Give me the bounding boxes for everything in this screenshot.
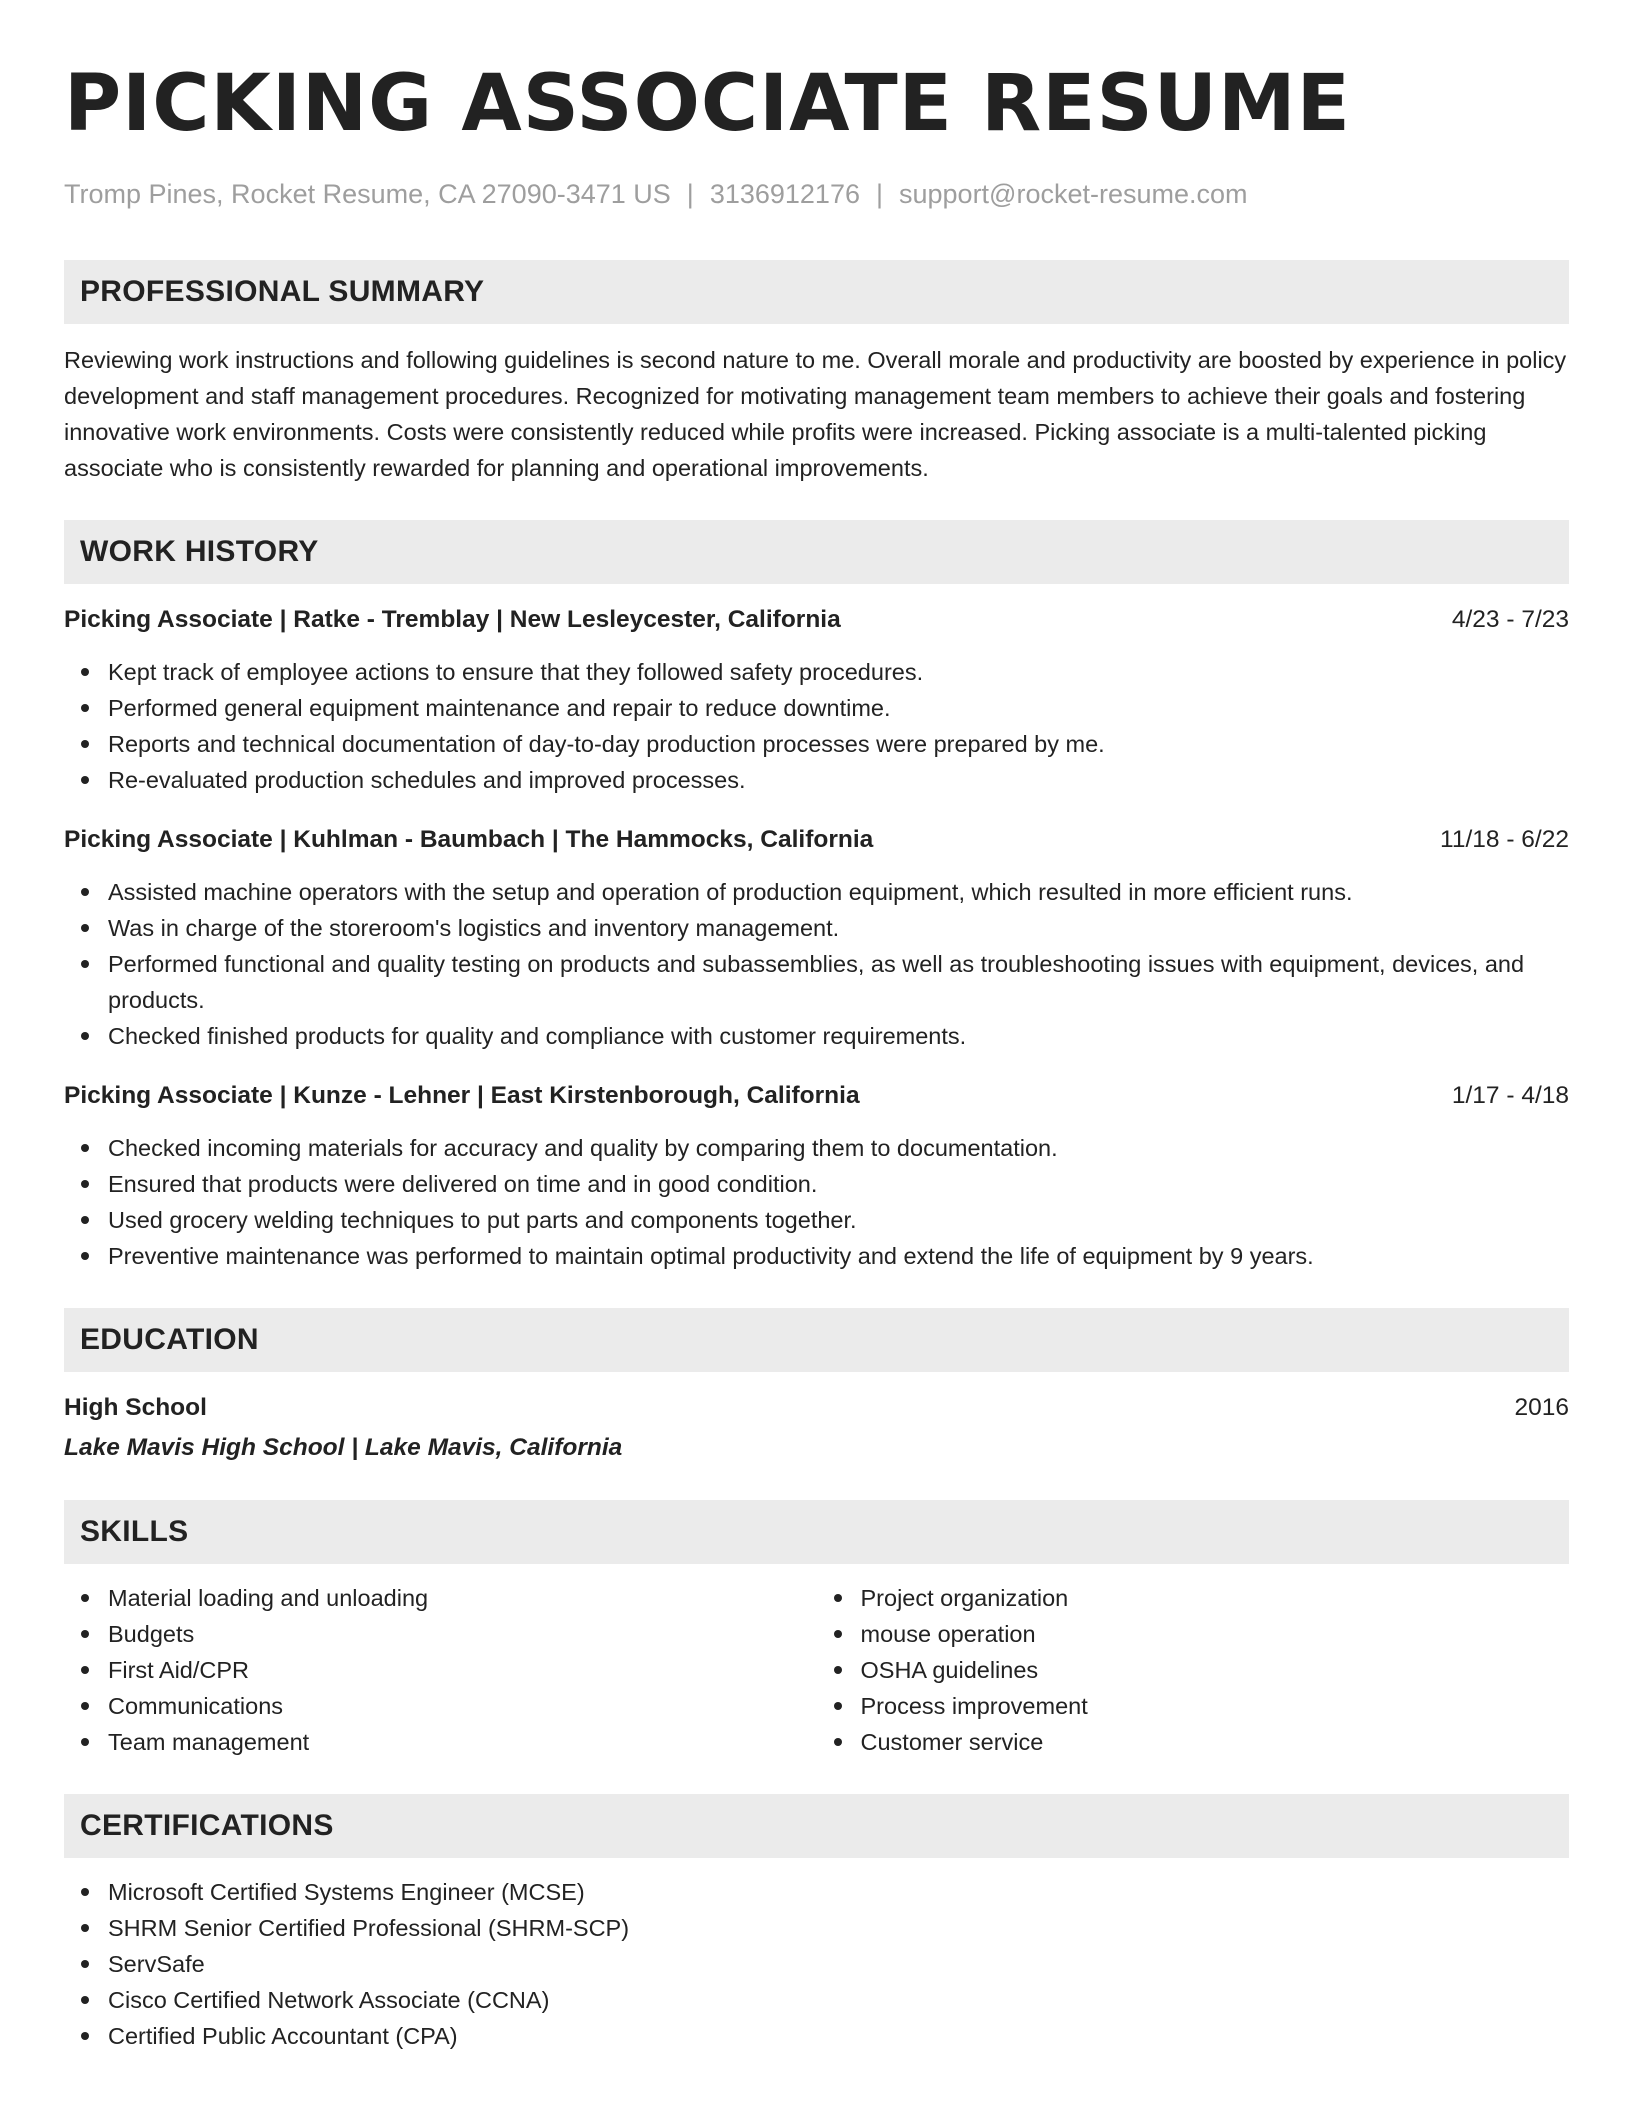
list-item: OSHA guidelines [817,1652,1570,1688]
list-item: Team management [64,1724,817,1760]
job-dates: 1/17 - 4/18 [1451,1082,1569,1109]
list-item: ServSafe [64,1946,1569,1982]
list-item: Performed general equipment maintenance and repair to reduce downtime. [64,690,1569,726]
list-item: Process improvement [817,1688,1570,1724]
job-dates: 4/23 - 7/23 [1451,606,1569,633]
list-item: Customer service [817,1724,1570,1760]
job-header [64,602,1569,638]
skills-column-right [817,1580,1570,1760]
list-item: mouse operation [817,1616,1570,1652]
skills-list [817,1580,1570,1760]
list-item: Re-evaluated production schedules and improved processes. [64,762,1569,798]
list-item: Certified Public Accountant (CPA) [64,2018,1569,2054]
list-item: Performed functional and quality testing on products and subassemblies, as well as troubleshooting issues with equipment, devices, and products. [64,946,1569,1018]
list-item: Checked incoming materials for accuracy and quality by comparing them to documentation. [64,1130,1569,1166]
list-item: First Aid/CPR [64,1652,817,1688]
list-item: Budgets [64,1616,817,1652]
section-heading-skills: SKILLS [64,1500,1569,1564]
education-degree: High School [64,1394,207,1421]
list-item: Used grocery welding techniques to put parts and components together. [64,1202,1569,1238]
list-item: Reports and technical documentation of day-to-day production processes were prepared by me. [64,726,1569,762]
list-item: Assisted machine operators with the setup and operation of production equipment, which resulted in more efficient runs. [64,874,1569,910]
education-header [64,1390,1569,1426]
list-item: Checked finished products for quality and compliance with customer requirements. [64,1018,1569,1054]
job-dates: 11/18 - 6/22 [1440,826,1569,853]
job-entry [64,602,1569,798]
job-title: Picking Associate | Kuhlman - Baumbach | The Hammocks, California [64,826,874,853]
job-title: Picking Associate | Ratke - Tremblay | New Lesleycester, California [64,606,841,633]
contact-separator: | [686,179,694,209]
job-header [64,1078,1569,1114]
list-item: Cisco Certified Network Associate (CCNA) [64,1982,1569,2018]
contact-separator: | [875,179,883,209]
list-item: Ensured that products were delivered on time and in good condition. [64,1166,1569,1202]
skills-grid [64,1580,1569,1760]
certifications-list [64,1874,1569,2054]
section-heading-summary: PROFESSIONAL SUMMARY [64,260,1569,324]
summary-text: Reviewing work instructions and following guidelines is second nature to me. Overall morale and productivity are boosted by experience in policy development and staff management procedures. Recognized for motivating management team members to achieve their goals and fostering innovative work environments. Costs were consistently reduced while profits were increased. Picking associate is a multi-talented picking associate who is consistently rewarded for planning and operational improvements. [64,347,1567,481]
contact-address: Tromp Pines, Rocket Resume, CA 27090-3471 US [64,179,671,209]
list-item: Was in charge of the storeroom's logistics and inventory management. [64,910,1569,946]
list-item: SHRM Senior Certified Professional (SHRM-SCP) [64,1910,1569,1946]
resume-title: PICKING ASSOCIATE RESUME [64,59,1351,149]
list-item: Preventive maintenance was performed to maintain optimal productivity and extend the life of equipment by 9 years. [64,1238,1569,1274]
list-item: Kept track of employee actions to ensure that they followed safety procedures. [64,654,1569,690]
education-school: Lake Mavis High School | Lake Mavis, California [64,1434,623,1461]
job-entry [64,1078,1569,1274]
job-bullets [64,874,1569,1054]
education-year: 2016 [1514,1394,1569,1421]
job-bullets [64,654,1569,798]
section-heading-certifications: CERTIFICATIONS [64,1794,1569,1858]
skills-list [64,1580,817,1760]
list-item: Communications [64,1688,817,1724]
section-heading-work-history: WORK HISTORY [64,520,1569,584]
job-header [64,822,1569,858]
list-item: Microsoft Certified Systems Engineer (MCSE) [64,1874,1569,1910]
job-title: Picking Associate | Kunze - Lehner | East Kirstenborough, California [64,1082,860,1109]
skills-column-left [64,1580,817,1760]
contact-line [64,178,1569,210]
contact-phone: 3136912176 [709,179,860,209]
section-heading-education: EDUCATION [64,1308,1569,1372]
contact-email: support@rocket-resume.com [899,179,1248,209]
list-item: Project organization [817,1580,1570,1616]
list-item: Material loading and unloading [64,1580,817,1616]
job-bullets [64,1130,1569,1274]
job-entry [64,822,1569,1054]
